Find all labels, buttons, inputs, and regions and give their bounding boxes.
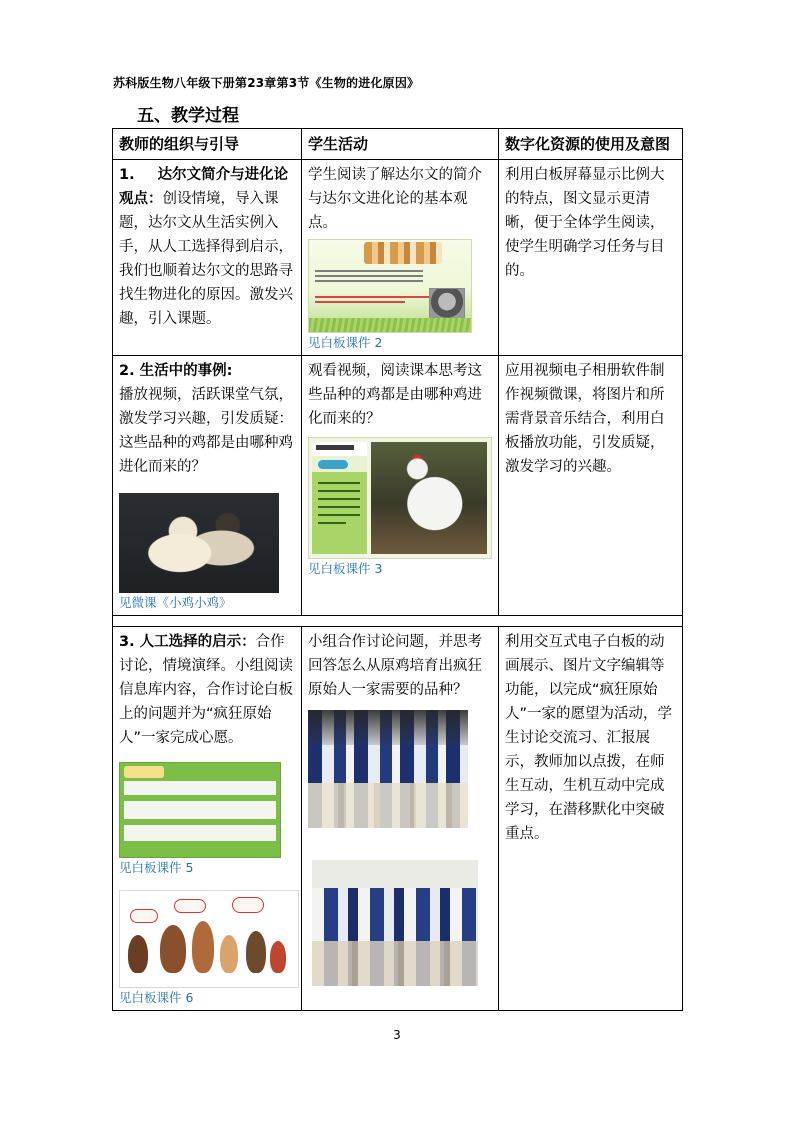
- table-header-row: [113, 129, 683, 160]
- row3-student-text: 小组合作讨论问题，并思考回答怎么从原鸡培育出疯狂原始人一家需要的品种？: [308, 634, 482, 698]
- row1-teacher-cell: [113, 160, 302, 356]
- classroom-photo-2: [312, 860, 478, 986]
- table-row: [113, 627, 683, 1011]
- row1-number: 1.: [119, 167, 135, 183]
- darwin-slide-image: [308, 239, 472, 333]
- row3-title: 3. 人工选择的启示：: [119, 634, 256, 650]
- row3-teacher-caption-a: 见白板课件 5: [119, 860, 194, 875]
- classroom-photo-1: [308, 710, 468, 828]
- row2-resource-text: 应用视频电子相册软件制作视频微课，将图片和所需背景音乐结合，利用白板播放功能，引发质疑，激发学习的兴趣。: [505, 363, 665, 475]
- header-teacher: 教师的组织与引导: [113, 129, 302, 160]
- row2-title: 2. 生活中的事例:: [119, 363, 233, 379]
- row2-teacher-text: 播放视频，活跃课堂气氛，激发学习兴趣，引发质疑：这些品种的鸡都是由哪种鸡进化而来的？: [119, 387, 293, 475]
- row3-resource-cell: [499, 627, 683, 1011]
- section-title: 五、教学过程: [137, 106, 239, 126]
- row1-teacher-text: 创设情境，导入课题，达尔文从生活实例入手，从人工选择得到启示，我们也顺着达尔文的思路寻找生物进化的原因。激发兴趣，引入课题。: [119, 191, 293, 327]
- row1-title: 达尔文简介与进化论观点：: [119, 167, 289, 207]
- row1-resource-text: 利用白板屏幕显示比例大的特点，图文显示更清晰，便于全体学生阅读，使学生明确学习任务与目的。: [505, 167, 665, 279]
- header-resource: 数字化资源的使用及意图: [499, 129, 683, 160]
- row1-resource-cell: [499, 160, 683, 356]
- row1-student-caption: 见白板课件 2: [308, 335, 383, 350]
- chicks-photo: [119, 493, 279, 593]
- teaching-process-table: [112, 128, 683, 1011]
- croods-slide-image: [119, 890, 299, 988]
- row3-student-cell: [302, 627, 499, 1011]
- row3-teacher-text: 合作讨论，情境演绎。小组阅读信息库内容，合作讨论白板上的问题并为“疯狂原始人”一家完成心愿。: [119, 634, 293, 746]
- row1-student-cell: [302, 160, 499, 356]
- row3-teacher-cell: [113, 627, 302, 1011]
- document-header: 苏科版生物八年级下册第23章第3节《生物的进化原因》: [113, 76, 420, 90]
- discussion-slide-image: [119, 762, 281, 858]
- row2-student-caption: 见白板课件 3: [308, 561, 383, 576]
- row1-student-text: 学生阅读了解达尔文的简介与达尔文进化论的基本观点。: [308, 167, 482, 231]
- row2-teacher-cell: [113, 356, 302, 616]
- row2-student-text: 观看视频，阅读课本思考这些品种的鸡都是由哪种鸡进化而来的？: [308, 363, 482, 427]
- page-number: 3: [393, 1028, 401, 1042]
- row2-teacher-caption: 见微课《小鸡小鸡》: [119, 595, 232, 610]
- row3-teacher-caption-b: 见白板课件 6: [119, 990, 194, 1005]
- chicken-slide-image: [308, 437, 492, 559]
- table-row: [113, 356, 683, 616]
- table-row: [113, 160, 683, 356]
- row2-student-cell: [302, 356, 499, 616]
- row2-resource-cell: [499, 356, 683, 616]
- table-gap: [113, 616, 683, 627]
- row3-resource-text: 利用交互式电子白板的动画展示、图片文字编辑等功能，以完成“疯狂原始人”一家的愿望为活动，学生讨论交流习、汇报展示，教师加以点拨，在师生互动，生机互动中完成学习，在潜移默化中突破重点。: [505, 634, 673, 842]
- header-student: 学生活动: [302, 129, 499, 160]
